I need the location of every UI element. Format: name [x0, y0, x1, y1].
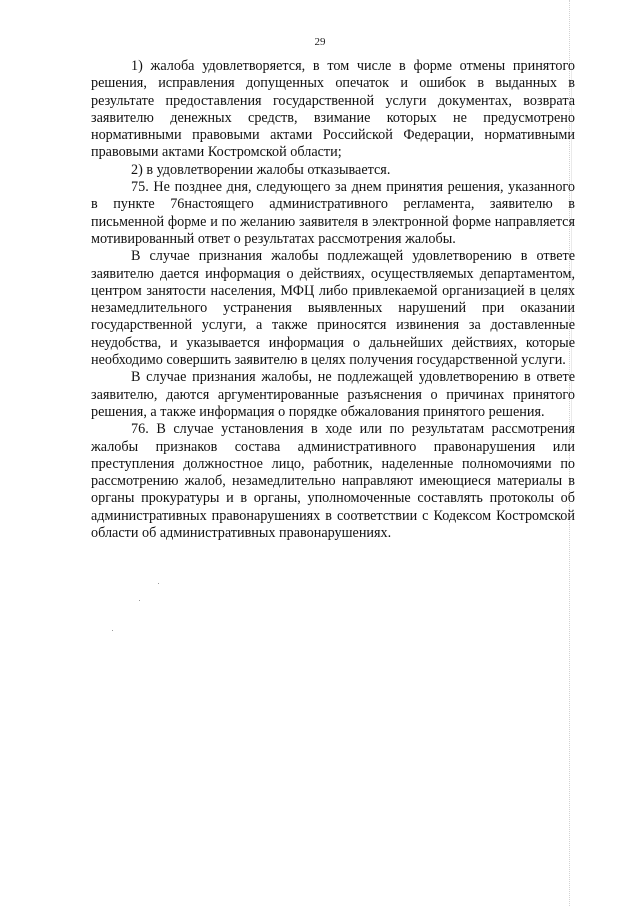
paragraph-clause-75: 75. Не позднее дня, следующего за днем принятия решения, указанного в пункте 76настоящего административного регламента, заявителю в письменной форме и по желанию заявителя в электронной форме направляется мотивированный ответ о результатах рассмотрения жалобы.	[91, 179, 575, 247]
page-number: 29	[314, 36, 326, 48]
paragraph-satisfied-response: В случае признания жалобы подлежащей удовлетворению в ответе заявителю дается информация о действиях, осуществляемых департаментом, центром занятости населения, МФЦ либо привлекаемой организацией в целях незамедлительного устранения выявленных нарушений при оказании государственной услуги, а также приносятся извинения за доставленные неудобства, и указывается информация о дальнейших действиях, которые необходимо совершить заявителю в целях получения государственной услуги.	[91, 248, 575, 369]
scan-speck	[112, 630, 113, 631]
scan-speck	[139, 600, 140, 601]
paragraph-refused-response: В случае признания жалобы, не подлежащей удовлетворению в ответе заявителю, даются аргументированные разъяснения о причинах принятого решения, а также информация о порядке обжалования принятого решения.	[91, 369, 575, 420]
paragraph-complaint-satisfied: 1) жалоба удовлетворяется, в том числе в форме отмены принятого решения, исправления допущенных опечаток и ошибок в выданных в результате предоставления государственной услуги документах, возврата заявителю денежных средств, взимание которых не предусмотрено нормативными правовыми актами Российской Федерации, нормативными правовыми актами Костромской области;	[91, 58, 575, 161]
paragraph-clause-76: 76. В случае установления в ходе или по результатам рассмотрения жалобы признаков состава административного правонарушения или преступления должностное лицо, работник, наделенные полномочиями по рассмотрению жалоб, незамедлительно направляют имеющиеся материалы в органы прокуратуры и в органы, уполномоченные составлять протоколы об административных правонарушениях в соответствии с Кодексом Костромской области об административных правонарушениях.	[91, 421, 575, 542]
paragraph-complaint-refused: 2) в удовлетворении жалобы отказывается.	[131, 161, 391, 178]
scan-speck	[158, 583, 159, 584]
document-body	[91, 58, 575, 542]
